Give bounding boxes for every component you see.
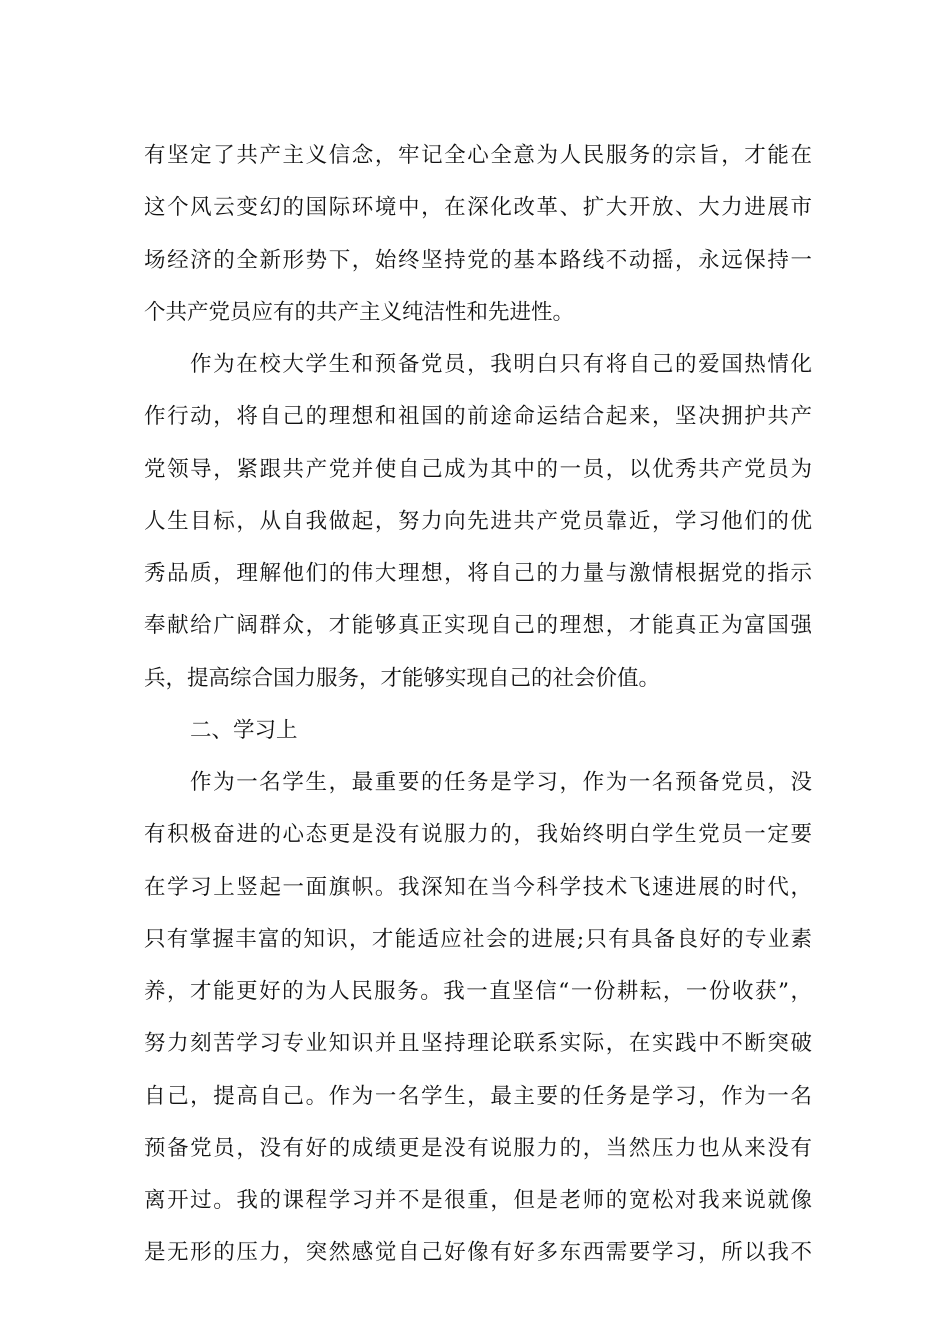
text-line: 有坚定了共产主义信念，牢记全心全意为人民服务的宗旨，才能在 [144,143,812,168]
text-line: 场经济的全新形势下，始终坚持党的基本路线不动摇，永远保持一 [144,247,812,273]
text-line: 党领导，紧跟共产党并使自己成为其中的一员，以优秀共产党员为 [144,456,812,482]
text-line: 预备党员，没有好的成绩更是没有说服力的，当然压力也从来没有 [144,1135,812,1161]
text-line: 这个风云变幻的国际环境中，在深化改革、扩大开放、大力进展市 [144,195,812,221]
text-line: 养，才能更好的为人民服务。我一直坚信“一份耕耘，一份收获”， [144,979,812,1004]
text-line: 有积极奋进的心态更是没有说服力的，我始终明白学生党员一定要 [144,822,812,848]
text-line: 离开过。我的课程学习并不是很重，但是老师的宽松对我来说就像 [144,1188,812,1213]
text-line: 只有掌握丰富的知识，才能适应社会的进展;只有具备良好的专业素 [144,926,812,952]
text-line: 奉献给广阔群众，才能够真正实现自己的理想，才能真正为富国强 [144,613,812,639]
text-line: 个共产党员应有的共产主义纯洁性和先进性。 [144,299,575,325]
text-line: 努力刻苦学习专业知识并且坚持理论联系实际，在实践中不断突破 [144,1031,812,1057]
paragraph-first-line: 二、学习上 [190,717,298,743]
text-line: 秀品质，理解他们的伟大理想，将自己的力量与激情根据党的指示 [144,561,812,586]
text-line: 自己，提高自己。作为一名学生，最主要的任务是学习，作为一名 [144,1083,812,1109]
paragraph-first-line: 作为一名学生，最重要的任务是学习，作为一名预备党员，没 [190,770,812,795]
body-text [144,130,812,1280]
text-line: 在学习上竖起一面旗帜。我深知在当今科学技术飞速进展的时代， [144,874,812,900]
text-line: 人生目标，从自我做起，努力向先进共产党员靠近，学习他们的优 [144,508,812,534]
text-line: 兵，提高综合国力服务，才能够实现自己的社会价值。 [144,665,661,691]
text-line: 是无形的压力，突然感觉自己好像有好多东西需要学习，所以我不 [144,1240,812,1266]
paragraph-first-line: 作为在校大学生和预备党员，我明白只有将自己的爱国热情化 [190,352,812,377]
text-line: 作行动，将自己的理想和祖国的前途命运结合起来，坚决拥护共产 [144,404,812,430]
